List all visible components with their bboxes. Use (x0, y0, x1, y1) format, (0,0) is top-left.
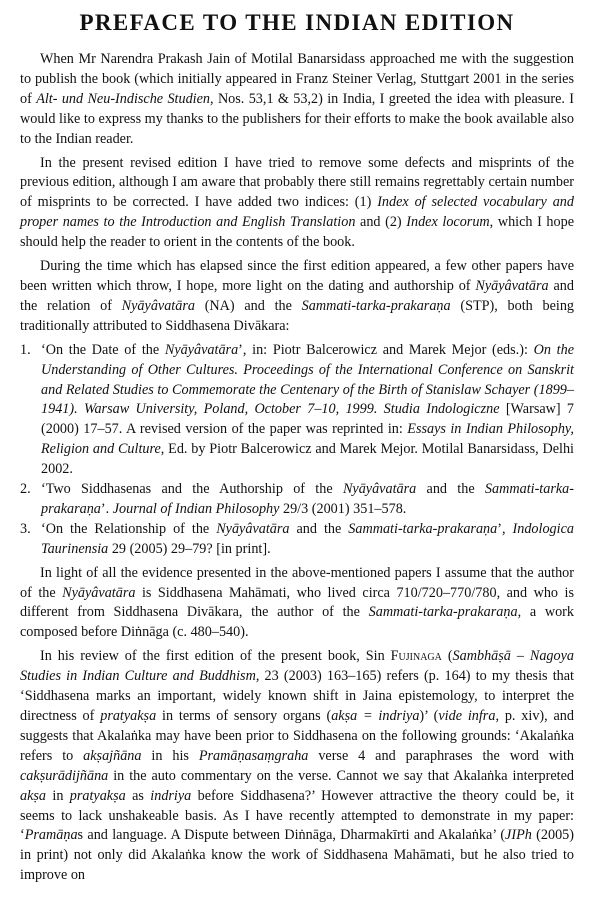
text-run: , 23 (2003) 163–165) refers (p. 164) to my thesis that ‘Siddhasena marks an important, widely known shift in Jaina epistemology, to interpret the directness of (20, 668, 574, 724)
paragraph (20, 154, 574, 254)
text-run: ’. (100, 500, 113, 517)
text-run: in his (141, 747, 199, 764)
page-title: PREFACE TO THE INDIAN EDITION (79, 10, 515, 35)
reference-text (41, 481, 574, 517)
italic-run: Index locorum (406, 214, 490, 231)
text-run: In light of all the evidence presented in the above-mentioned papers I assume that the author of the (20, 564, 574, 601)
text-run: 29/3 (2001) 351–578. (279, 500, 407, 517)
text-run: , p. xiv), and suggests that Akalaṅka may have been prior to Siddhasena on the following grounds: ‘Akalaṅka refers to (20, 708, 574, 764)
italic-run: vide infra (438, 708, 496, 724)
paragraph (20, 50, 574, 150)
text-run: is Siddhasena Mahāmati, who lived circa 710/720–770/780, and who is different from Siddhasena Divākara, the author of the (20, 584, 574, 621)
text-run: , a work composed before Diṅnāga (c. 480–540). (20, 604, 574, 641)
italic-run: Nyāyâvatāra (342, 481, 417, 498)
reference-text (41, 521, 574, 557)
text-run: s and language. A Dispute between Diṅnāga, Dharmakīrti and Akalaṅka’ ( (77, 827, 506, 844)
text-run: ( (441, 648, 453, 665)
reference-list (20, 341, 574, 560)
text-run: verse 4 and paraphrases the word with (308, 747, 575, 764)
text-run: in (46, 787, 70, 804)
paragraph (20, 647, 574, 886)
reference-item (20, 520, 574, 560)
text-run: and the (416, 481, 485, 498)
text-run: as (125, 787, 151, 804)
italic-run: JIPh (505, 827, 532, 844)
italic-run: Nyāyâvatāra (164, 341, 239, 358)
text-run: ’, in: Piotr Balcerowicz and Marek Mejor (eds.): (238, 341, 534, 358)
text-run: In his review of the first edition of the present book, Sin (40, 648, 391, 665)
text-run: (2005) in print) not only did Akalaṅka know the work of Siddhasena Mahāmati, but he also tried to improve on (20, 827, 574, 884)
text-run: and (2) (355, 214, 407, 231)
italic-run: Sammati-tarka-prakaraṇa (41, 481, 574, 517)
italic-run: Sammati-tarka-prakaraṇa (348, 520, 498, 537)
italic-run: Sammati-tarka-prakaraṇa (301, 297, 451, 314)
italic-run: Alt- und Neu-Indische Studien (36, 90, 211, 107)
italic-run: Essays in Indian Philosophy, Religion and Culture (41, 421, 574, 458)
text-run: ‘On the Date of the (41, 341, 165, 358)
italic-run: Nyāyâvatāra (216, 520, 290, 537)
text-run: )’ ( (419, 708, 439, 724)
text-run: ‘Two Siddhasenas and the Authorship of the (41, 481, 343, 498)
italic-run: Nyāyâvatāra (475, 277, 549, 294)
text-run: [Warsaw] 7 (2000) 17–57. A revised version of the paper was reprinted in: (41, 401, 574, 438)
text-run: , Ed. by Piotr Balcerowicz and Marek Mejor. Motilal Banarsidass, Delhi 2002. (41, 441, 574, 478)
italic-run: Sammati-tarka-prakaraṇa (368, 604, 518, 621)
italic-run: pratyakṣa (69, 787, 126, 804)
reference-number: 1. (20, 341, 31, 358)
italic-run: Journal of Indian Philosophy (112, 500, 280, 517)
small-caps-run: Fujinaga (390, 648, 442, 665)
italic-run: Nyāyâvatāra (62, 584, 136, 601)
reference-text (41, 342, 574, 477)
text-run: In the present revised edition I have tried to remove some defects and misprints of the previous edition, although I am aware that probably there still remains regrettably certain number of misprints to be corrected. I have added two indices: (1) (20, 154, 574, 211)
reference-item (20, 480, 574, 520)
italic-run: indriya (150, 787, 192, 804)
italic-run: Index of selected vocabulary and proper names to the Introduction and English Translation (20, 194, 574, 231)
text-run: (STP), both being traditionally attributed to Siddhasena Divākara: (20, 297, 575, 334)
italic-run: akṣa = indriya (331, 708, 420, 724)
text-run: When Mr Narendra Prakash Jain of Motilal Banarsidass approached me with the suggestion to publish the book (which initially appeared in Franz Steiner Verlag, Stuttgart 2001 in the series of (20, 51, 574, 107)
text-run: and the (289, 520, 349, 537)
italic-run: Sambhāṣā – Nagoya Studies in Indian Culture and Buddhism (20, 648, 574, 685)
text-run: (NA) and the (194, 297, 302, 314)
italic-run: cakṣurādijñāna (20, 767, 109, 784)
text-run: During the time which has elapsed since the first edition appeared, a few other papers have been written which throw, I hope, more light on the dating and authorship of (20, 258, 574, 294)
text-run: , Nos. 53,1 & 53,2) in India, I greeted the idea with pleasure. I would like to express my thanks to the publishers for their efforts to make the book available also to the Indian reader. (20, 90, 574, 147)
text-run: , which I hope should help the reader to orient in the contents of the book. (20, 214, 575, 251)
italic-run: Pramāṇa (24, 827, 78, 844)
reference-number: 3. (20, 520, 31, 537)
italic-run: Indologica Taurinensia (41, 520, 574, 557)
reference-number: 2. (20, 481, 31, 498)
text-run: 29 (2005) 29–79? [in print]. (108, 540, 271, 557)
italic-run: On the Understanding of Other Cultures. Proceedings of the International Conference on Sanskrit and Related Studies to Commemorate the Centenary of the Birth of Stanislaw Schayer (1899–1941). Warsaw University, Poland, October 7–10, 1999. Studia Indologiczne (41, 341, 574, 418)
italic-run: Nyāyâvatāra (121, 297, 195, 314)
text-run: ’, (497, 520, 513, 537)
paragraph (20, 257, 574, 337)
text-run: and the relation of (20, 277, 574, 314)
text-run: in the auto commentary on the verse. Cannot we say that Akalaṅka interpreted (108, 767, 574, 784)
text-run: in terms of sensory organs ( (156, 708, 332, 724)
italic-run: akṣajñāna (83, 747, 142, 764)
closing-paragraphs (20, 564, 574, 887)
italic-run: akṣa (20, 787, 47, 804)
text-run: ‘On the Relationship of the (41, 520, 217, 537)
intro-paragraphs (20, 50, 574, 337)
italic-run: Pramāṇasaṃgraha (198, 747, 309, 764)
paragraph (20, 564, 574, 644)
reference-item (20, 341, 574, 480)
text-run: before Siddhasena?’ However attractive the theory could be, it seems to lack unshakeable basis. As I have recently attempted to demonstrate in my paper: ‘ (20, 787, 574, 844)
italic-run: pratyakṣa (100, 708, 157, 724)
